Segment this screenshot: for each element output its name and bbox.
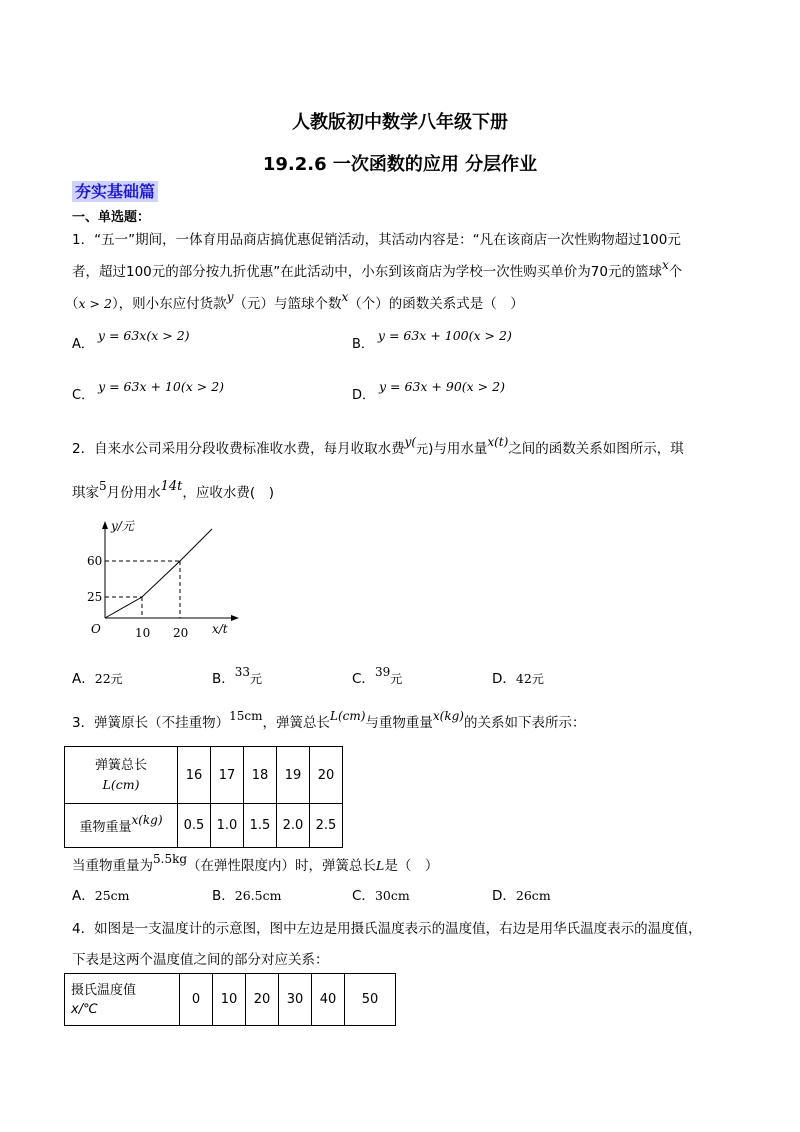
q2-graph: [84, 516, 244, 646]
q2-line2-c: ，应收水费( ): [182, 485, 274, 501]
document-title: 人教版初中数学八年级下册: [292, 112, 508, 133]
option-label: A．: [72, 888, 95, 904]
option-expr: y = 63x + 10(x > 2): [98, 379, 225, 394]
q2-line1-c: )与用水量: [428, 441, 488, 457]
q2-usage: 14t: [160, 479, 183, 494]
option-value: 30cm: [374, 888, 410, 903]
q2-var-y: y(: [404, 435, 417, 449]
q1-line3: [65, 292, 524, 312]
q3-option-b[interactable]: [212, 884, 281, 904]
q3-line1: [72, 711, 586, 731]
q1-option-d[interactable]: [352, 376, 505, 403]
option-unit: 元: [390, 672, 403, 686]
function-line: [105, 529, 212, 618]
table-cell: 20: [246, 974, 279, 1026]
q1-line3-a: ），则小东应付货款: [111, 296, 227, 312]
option-value: 39: [374, 665, 391, 679]
table-cell: 1.5: [244, 804, 277, 848]
table-cell: 40: [312, 974, 345, 1026]
q1-line2: [72, 260, 682, 280]
table-row: [65, 804, 343, 848]
table-cell: 30: [279, 974, 312, 1026]
q3-line1-d: 的关系如下表所示：: [464, 715, 586, 731]
q2-option-a[interactable]: [72, 667, 123, 687]
table-cell: 17: [211, 747, 244, 804]
q1-line2-end: 个: [668, 264, 683, 280]
option-value: 22: [94, 671, 111, 686]
q3-option-c[interactable]: [352, 884, 410, 904]
option-label: B．: [352, 337, 374, 352]
table-cell: 2.0: [277, 804, 310, 848]
q1-line2-text: 者，超过100元的部分按九折优惠”在此活动中，小东到该商店为学校一次性购买单价为70元的篮球: [72, 264, 662, 280]
q2-line2-a: 琪家: [72, 485, 99, 501]
x-tick-10: 10: [135, 626, 151, 640]
option-label: A．: [72, 671, 95, 687]
table-header-cell: [65, 747, 178, 804]
option-value: 26cm: [515, 888, 551, 903]
option-label: A．: [72, 337, 94, 352]
header-var: L(cm): [102, 776, 140, 792]
option-expr: y = 63x + 100(x > 2): [377, 328, 512, 343]
q4-table: [64, 973, 396, 1026]
option-label: C．: [72, 388, 95, 403]
option-label: B．: [212, 671, 235, 687]
q2-var-x: x(t): [487, 435, 509, 449]
q3-question-c: 是（ ）: [384, 858, 439, 874]
option-label: C．: [352, 671, 375, 687]
y-axis-arrow: [102, 521, 108, 529]
q3-line1-c: 与重物重量: [365, 715, 433, 731]
q4-line2: 下表是这两个温度值之间的部分对应关系：: [72, 952, 329, 968]
q3-var-L: L(cm): [329, 709, 366, 723]
table-cell: 0: [180, 974, 213, 1026]
q1-var-y: y: [226, 290, 234, 304]
table-cell: 20: [310, 747, 343, 804]
q2-line2-b: 月份用水: [106, 485, 161, 501]
q3-question: [72, 854, 438, 874]
q2-line1-d: 之间的函数关系如图所示，琪: [508, 441, 684, 457]
table-cell: 10: [213, 974, 246, 1026]
origin-label: O: [91, 622, 101, 636]
q3-weight: 5.5kg: [153, 852, 188, 866]
x-axis-arrow: [231, 615, 239, 621]
option-unit: 元: [110, 672, 123, 686]
option-expr: y = 63x + 90(x > 2): [379, 379, 505, 394]
q4-line1: 4．如图是一支温度计的示意图，图中左边是用摄氏温度表示的温度值，右边是用华氏温度表示的温度值，: [72, 921, 702, 937]
q1-option-a[interactable]: [72, 325, 190, 352]
option-value: 42: [515, 671, 532, 686]
q1-condition: x > 2: [78, 296, 112, 311]
q1-line3-open: （: [65, 296, 79, 312]
q3-option-a[interactable]: [72, 884, 130, 904]
q2-line2: [72, 481, 274, 501]
document-subtitle: 19.2.6 一次函数的应用 分层作业: [262, 154, 538, 175]
table-cell: 18: [244, 747, 277, 804]
option-label: D．: [492, 888, 516, 904]
section-heading: 夯实基础篇: [72, 181, 158, 202]
q3-line1-b: ，弹簧总长: [262, 715, 330, 731]
q2-line1: [72, 437, 684, 457]
option-value: 33: [234, 665, 251, 679]
q3-var-L2: L: [376, 858, 385, 873]
table-header-cell: [65, 974, 180, 1026]
q1-line3-b: （元）与篮球个数: [233, 296, 342, 312]
x-tick-20: 20: [173, 626, 189, 640]
option-expr: y = 63x(x > 2): [97, 328, 190, 343]
q3-table: [64, 746, 343, 848]
option-value: 25cm: [94, 888, 130, 903]
option-label: C．: [352, 888, 375, 904]
table-row: [65, 974, 396, 1026]
table-cell: 0.5: [178, 804, 211, 848]
table-cell: 50: [345, 974, 396, 1026]
table-cell: 1.0: [211, 804, 244, 848]
x-axis-label: x/t: [212, 622, 228, 636]
y-tick-25: 25: [87, 590, 103, 604]
option-label: D．: [492, 671, 516, 687]
q1-var-x: x: [661, 258, 669, 272]
q1-option-b[interactable]: [352, 325, 512, 352]
y-tick-60: 60: [87, 554, 103, 568]
q1-var-x2: x: [341, 290, 349, 304]
q3-question-a: 当重物重量为: [72, 858, 153, 874]
q1-line3-c: （个）的函数关系式是（ ）: [348, 296, 524, 312]
table-cell: 2.5: [310, 804, 343, 848]
table-header-cell: [65, 804, 178, 848]
header-text: 弹簧总长: [94, 757, 147, 773]
part-heading: 一、单选题：: [72, 210, 151, 225]
q2-unit-yuan: 元: [416, 442, 429, 456]
q3-question-b: （在弹性限度内）时，弹簧总长: [187, 858, 377, 874]
q3-line1-a: 3．弹簧原长（不挂重物）: [72, 715, 230, 731]
option-unit: 元: [531, 672, 544, 686]
table-cell: 19: [277, 747, 310, 804]
q3-length: 15cm: [229, 709, 263, 723]
q3-option-d[interactable]: [492, 884, 551, 904]
q2-month: 5: [99, 479, 107, 493]
table-cell: 16: [178, 747, 211, 804]
y-axis-label: y/元: [111, 519, 134, 533]
q2-line1-a: 2．自来水公司采用分段收费标准收水费，每月收取水费: [72, 441, 405, 457]
option-label: B．: [212, 888, 235, 904]
q2-option-b[interactable]: [212, 667, 262, 687]
q1-line1: 1．“五一”期间，一体育用品商店搞优惠促销活动，其活动内容是：“凡在该商店一次性购物超过100元: [72, 232, 681, 248]
option-label: D．: [352, 388, 376, 403]
q2-option-c[interactable]: [352, 667, 402, 687]
q1-option-c[interactable]: [72, 376, 225, 403]
header-var: x/℃: [71, 1001, 98, 1017]
table-row: [65, 747, 343, 804]
q3-var-x: x(kg): [432, 709, 464, 723]
header-text: 摄氏温度值: [71, 982, 137, 998]
q2-option-d[interactable]: [492, 667, 544, 687]
option-unit: 元: [250, 672, 263, 686]
header-var: x(kg): [131, 813, 163, 827]
option-value: 26.5cm: [234, 888, 282, 903]
header-text: 重物重量: [79, 820, 132, 835]
